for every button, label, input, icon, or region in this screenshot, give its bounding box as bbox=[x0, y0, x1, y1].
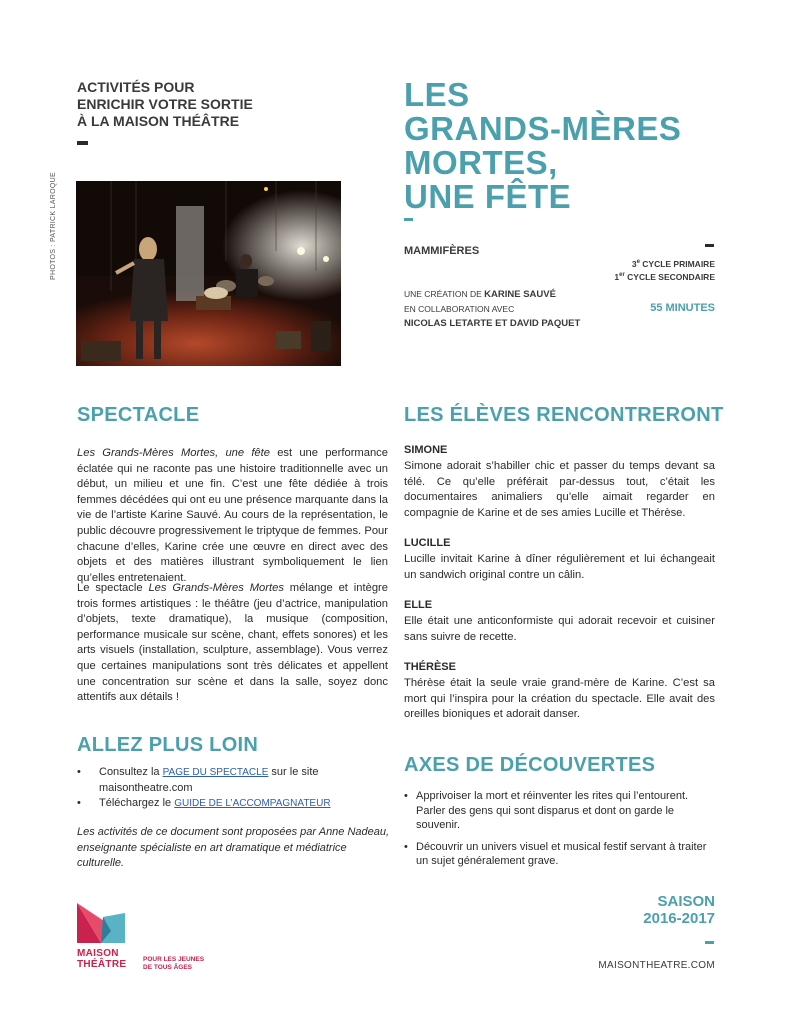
spectacle-paragraph: Le spectacle Les Grands-Mères Mortes mélange et intègre trois formes artistiques : le théâtre (jeu d’actrice, manipulation d’objets, texte dramatique), la musique (composition, performance musicale sur scène, chant, effets sonores) et les arts visuels (installation, sculpture, assemblage). Vous verrez que certaines manipulations sont très délicates et appellent une concentration sur scène et dans la salle, soyez donc attentifs aux détails ! bbox=[77, 582, 388, 704]
character-description: Simone adorait s’habiller chic et passer du temps devant sa télé. Ce qu’elle préférait par-dessus tout, c’était les documentaires animaliers qu’elle aimait regarder en compagnie de Karine et de ses amies Lucille et Thérèse. bbox=[404, 460, 715, 519]
divider-dash bbox=[404, 218, 413, 221]
show-title-inline: Les Grands-Mères Mortes bbox=[148, 582, 284, 594]
bullet: • bbox=[77, 766, 81, 778]
page-du-spectacle-link[interactable]: PAGE DU SPECTACLE bbox=[162, 767, 269, 778]
divider-dash bbox=[705, 941, 714, 944]
title-line: GRANDS-MÈRES bbox=[404, 110, 682, 147]
list-item: • Téléchargez le GUIDE DE L’ACCOMPAGNATEUR bbox=[77, 796, 377, 812]
bullet: • bbox=[404, 840, 408, 853]
show-title-inline: Les Grands-Mères Mortes, une fête bbox=[77, 447, 270, 459]
creation-credit: UNE CRÉATION DE KARINE SAUVÉ bbox=[404, 289, 556, 300]
title-line: MORTES, bbox=[404, 144, 558, 181]
show-photo-image bbox=[76, 181, 341, 366]
company-name: MAMMIFÈRES bbox=[404, 245, 480, 257]
character-description: Thérèse était la seule vraie grand-mère de Karine. C’est sa mort qui l’inspira pour la création du spectacle. Elle avait des oreilles bioniques et adorait danser. bbox=[404, 677, 715, 721]
activites-line: ACTIVITÉS POUR bbox=[77, 79, 195, 95]
divider-dash bbox=[705, 244, 714, 247]
spectacle-heading: SPECTACLE bbox=[77, 404, 200, 426]
bullet: • bbox=[404, 790, 408, 802]
spectacle-paragraph: Les Grands-Mères Mortes, une fête est une performance éclatée qui ne raconte pas une histoire traditionnelle avec un début, un milieu et une fin. C’est une fête dédiée à trois femmes décédées qui ont eu une présence marquante dans la vie de l’artiste Karine Sauvé. Au cours de la représentation, le public découvre progressivement le triptyque de femmes. Pour chacune d’elles, Karine crée une œuvre en direct avec des objets et des matières illustrant symboliquement le lien qu’elles entretenaient. bbox=[77, 447, 388, 584]
creator-name: KARINE SAUVÉ bbox=[484, 289, 556, 300]
title-line: LES bbox=[404, 76, 470, 113]
season-label: SAISON 2016-2017 bbox=[643, 893, 715, 927]
character-name: LUCILLE bbox=[404, 537, 451, 549]
axes-heading: AXES DE DÉCOUVERTES bbox=[404, 754, 656, 776]
show-duration: 55 MINUTES bbox=[650, 302, 715, 314]
character-name: SIMONE bbox=[404, 444, 448, 456]
plus-loin-heading: ALLEZ PLUS LOIN bbox=[77, 734, 259, 756]
eleves-heading: LES ÉLÈVES RENCONTRERONT bbox=[404, 404, 724, 426]
activities-note: Les activités de ce document sont proposées par Anne Nadeau, enseignante spécialiste en art dramatique et médiatrice culturelle. bbox=[77, 826, 390, 869]
activites-line: ENRICHIR VOTRE SORTIE bbox=[77, 96, 253, 112]
bullet: • bbox=[77, 797, 81, 809]
list-item: • Consultez la PAGE DU SPECTACLE sur le site maisontheatre.com bbox=[77, 766, 319, 794]
photo-credit: PHOTOS : PATRICK LAROQUE bbox=[50, 172, 57, 280]
maison-theatre-logo-icon bbox=[77, 903, 127, 943]
axes-list bbox=[404, 789, 716, 876]
title-line: UNE FÊTE bbox=[404, 178, 572, 215]
cycle-secondary: 1er CYCLE SECONDAIRE bbox=[614, 271, 715, 282]
character-description: Lucille invitait Karine à dîner régulièrement et lui échangeait un sandwich original contre un câlin. bbox=[404, 553, 715, 581]
show-title bbox=[404, 78, 734, 214]
show-photo bbox=[76, 181, 341, 366]
school-cycles bbox=[560, 257, 715, 283]
plus-loin-list bbox=[77, 765, 377, 812]
logo-wordmark: MAISON THÉÂTRE bbox=[77, 948, 127, 970]
website-url[interactable]: MAISONTHEATRE.COM bbox=[598, 960, 715, 971]
character-name: ELLE bbox=[404, 599, 433, 611]
activites-line: À LA MAISON THÉÂTRE bbox=[77, 113, 240, 129]
cycle-primary: 3e CYCLE PRIMAIRE bbox=[631, 258, 715, 269]
list-item: • Découvrir un univers visuel et musical festif servant à traiter un sujet généralement grave. bbox=[404, 840, 707, 867]
collaborators: NICOLAS LETARTE ET DAVID PAQUET bbox=[404, 318, 581, 329]
list-item: • Apprivoiser la mort et réinventer les rites qui l’entourent. Parler des gens qui sont disparus et dont on garde le souvenir. bbox=[404, 790, 689, 831]
logo-tagline: POUR LES JEUNES DE TOUS ÂGES bbox=[143, 956, 205, 971]
divider-dash bbox=[77, 141, 88, 145]
character-name: THÉRÈSE bbox=[404, 661, 456, 673]
guide-accompagnateur-link[interactable]: GUIDE DE L’ACCOMPAGNATEUR bbox=[174, 798, 331, 809]
show-credits bbox=[404, 287, 604, 331]
activites-heading bbox=[77, 79, 337, 130]
character-description: Elle était une anticonformiste qui adorait recevoir et cuisiner sans suivre de recette. bbox=[404, 615, 715, 643]
collab-label: EN COLLABORATION AVEC bbox=[404, 304, 515, 314]
